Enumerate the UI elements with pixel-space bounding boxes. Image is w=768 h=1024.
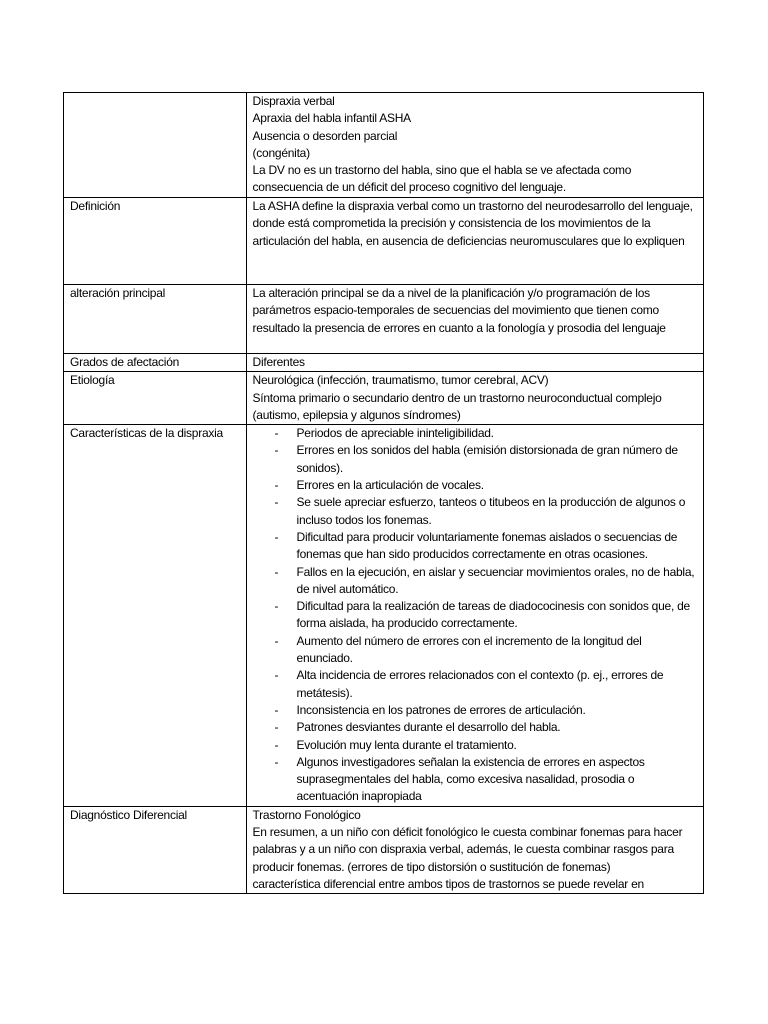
content-line: Diferentes	[252, 355, 305, 369]
row-content	[246, 93, 703, 198]
list-item-text: Alta incidencia de errores relacionados con el contexto (p. ej., errores de metátesis).	[296, 668, 664, 700]
list-item	[253, 719, 698, 736]
table-row-etiologia	[64, 372, 704, 425]
list-item	[253, 598, 698, 633]
list-item	[253, 754, 698, 806]
bullet-dash: -	[274, 426, 279, 441]
list-item-text: Errores en los sonidos del habla (emisión distorsionada de gran número de sonidos).	[296, 443, 678, 475]
list-item-text: Dificultad para producir voluntariamente fonemas aislados o secuencias de fonemas que han sido producidos correctamente en otras ocasiones.	[296, 529, 678, 562]
list-item-text: Periodos de apreciable ininteligibilidad.	[296, 426, 494, 441]
list-item	[253, 564, 698, 599]
list-item	[253, 702, 698, 719]
row-label: Diagnóstico Diferencial	[64, 806, 247, 893]
list-item	[253, 425, 698, 442]
list-item-text: Errores en la articulación de vocales.	[296, 478, 484, 493]
list-item	[253, 667, 698, 702]
content-line: Apraxia del habla infantil ASHA	[252, 111, 411, 126]
bullet-dash: -	[274, 495, 279, 510]
row-content	[246, 285, 703, 354]
bullet-dash: -	[274, 702, 279, 717]
list-item-text: Aumento del número de errores con el incremento de la longitud del enunciado.	[296, 633, 642, 666]
table-row-caracteristicas	[64, 425, 704, 807]
bullet-dash: -	[274, 564, 279, 579]
list-item	[253, 494, 698, 529]
row-content	[246, 354, 703, 372]
bullet-dash: -	[274, 478, 279, 493]
row-label: alteración principal	[64, 285, 247, 354]
row-content	[246, 372, 703, 425]
list-item-text: Se suele apreciar esfuerzo, tanteos o titubeos en la producción de algunos o incluso todos los fonemas.	[296, 495, 686, 527]
row-label: Etiología	[64, 372, 247, 425]
bullet-dash: -	[274, 529, 279, 544]
list-item-text: Patrones desviantes durante el desarrollo del habla.	[296, 720, 561, 735]
list-item-text: Evolución muy lenta durante el tratamiento.	[296, 737, 517, 752]
list-item	[253, 633, 698, 668]
list-item-text: Inconsistencia en los patrones de errores de articulación.	[296, 702, 586, 717]
content-line: característica diferencial entre ambos tipos de trastornos se puede revelar en	[252, 876, 644, 891]
table-row-diagnostico	[64, 806, 704, 893]
list-item-text: Algunos investigadores señalan la existencia de errores en aspectos suprasegmentales del habla, como excesiva nasalidad, prosodia o acentuación inapropiada	[296, 754, 645, 804]
content-line: (congénita)	[252, 145, 310, 160]
list-item-text: Fallos en la ejecución, en aislar y secuenciar movimientos orales, no de habla, de nivel automático.	[296, 564, 695, 596]
row-label: Características de la dispraxia	[64, 425, 247, 807]
bullet-dash: -	[274, 668, 279, 683]
table-row-grados	[64, 354, 704, 372]
content-line: Neurológica (infección, traumatismo, tumor cerebral, ACV)	[252, 373, 549, 388]
list-item	[253, 737, 698, 754]
list-item	[253, 442, 698, 477]
content-line: Dispraxia verbal	[252, 94, 335, 108]
document-table	[63, 92, 704, 894]
bullet-dash: -	[274, 443, 279, 458]
table-row-intro	[64, 93, 704, 198]
bullet-dash: -	[274, 754, 279, 769]
bullet-dash: -	[274, 720, 279, 735]
bullet-dash: -	[274, 737, 279, 752]
list-item-text: Dificultad para la realización de tareas de diadococinesis con sonidos que, de forma aislada, ha producido correctamente.	[296, 599, 690, 631]
row-content	[246, 198, 703, 285]
content-line: Ausencia o desorden parcial	[252, 128, 398, 143]
bullet-dash: -	[274, 599, 279, 614]
row-content	[246, 425, 703, 807]
row-content	[246, 806, 703, 893]
content-line: En resumen, a un niño con déficit fonológico le cuesta combinar fonemas para hacer palabras y a un niño con dispraxia verbal, además, le cuesta combinar rasgos para producir fonemas. (errores de tipo distorsión o sustitución de fonemas)	[252, 825, 683, 874]
row-label	[64, 93, 247, 198]
list-item	[253, 477, 698, 494]
characteristics-list	[253, 425, 698, 806]
content-line: La alteración principal se da a nivel de la planificación y/o programación de los parámetros espacio-temporales de secuencias del movimiento que tienen como resultado la presencia de errores en cuanto a la fonología y prosodia del lenguaje	[252, 286, 666, 335]
content-line: La DV no es un trastorno del habla, sino que el habla se ve afectada como consecuencia de un déficit del proceso cognitivo del lenguaje.	[252, 163, 632, 195]
bullet-dash: -	[274, 633, 279, 648]
row-label: Definición	[64, 198, 247, 285]
list-item	[253, 529, 698, 564]
content-line: Síntoma primario o secundario dentro de un trastorno neuroconductual complejo (autismo, epilepsia y algunos síndromes)	[252, 390, 662, 422]
content-line: Trastorno Fonológico	[252, 807, 361, 822]
table-row-definicion	[64, 198, 704, 285]
table-row-alteracion	[64, 285, 704, 354]
row-label: Grados de afectación	[64, 354, 247, 372]
content-line: La ASHA define la dispraxia verbal como un trastorno del neurodesarrollo del lenguaje, donde está comprometida la precisión y consistencia de los movimientos de la articulación del habla, en ausencia de deficiencias neuromusculares que lo expliquen	[252, 199, 693, 248]
